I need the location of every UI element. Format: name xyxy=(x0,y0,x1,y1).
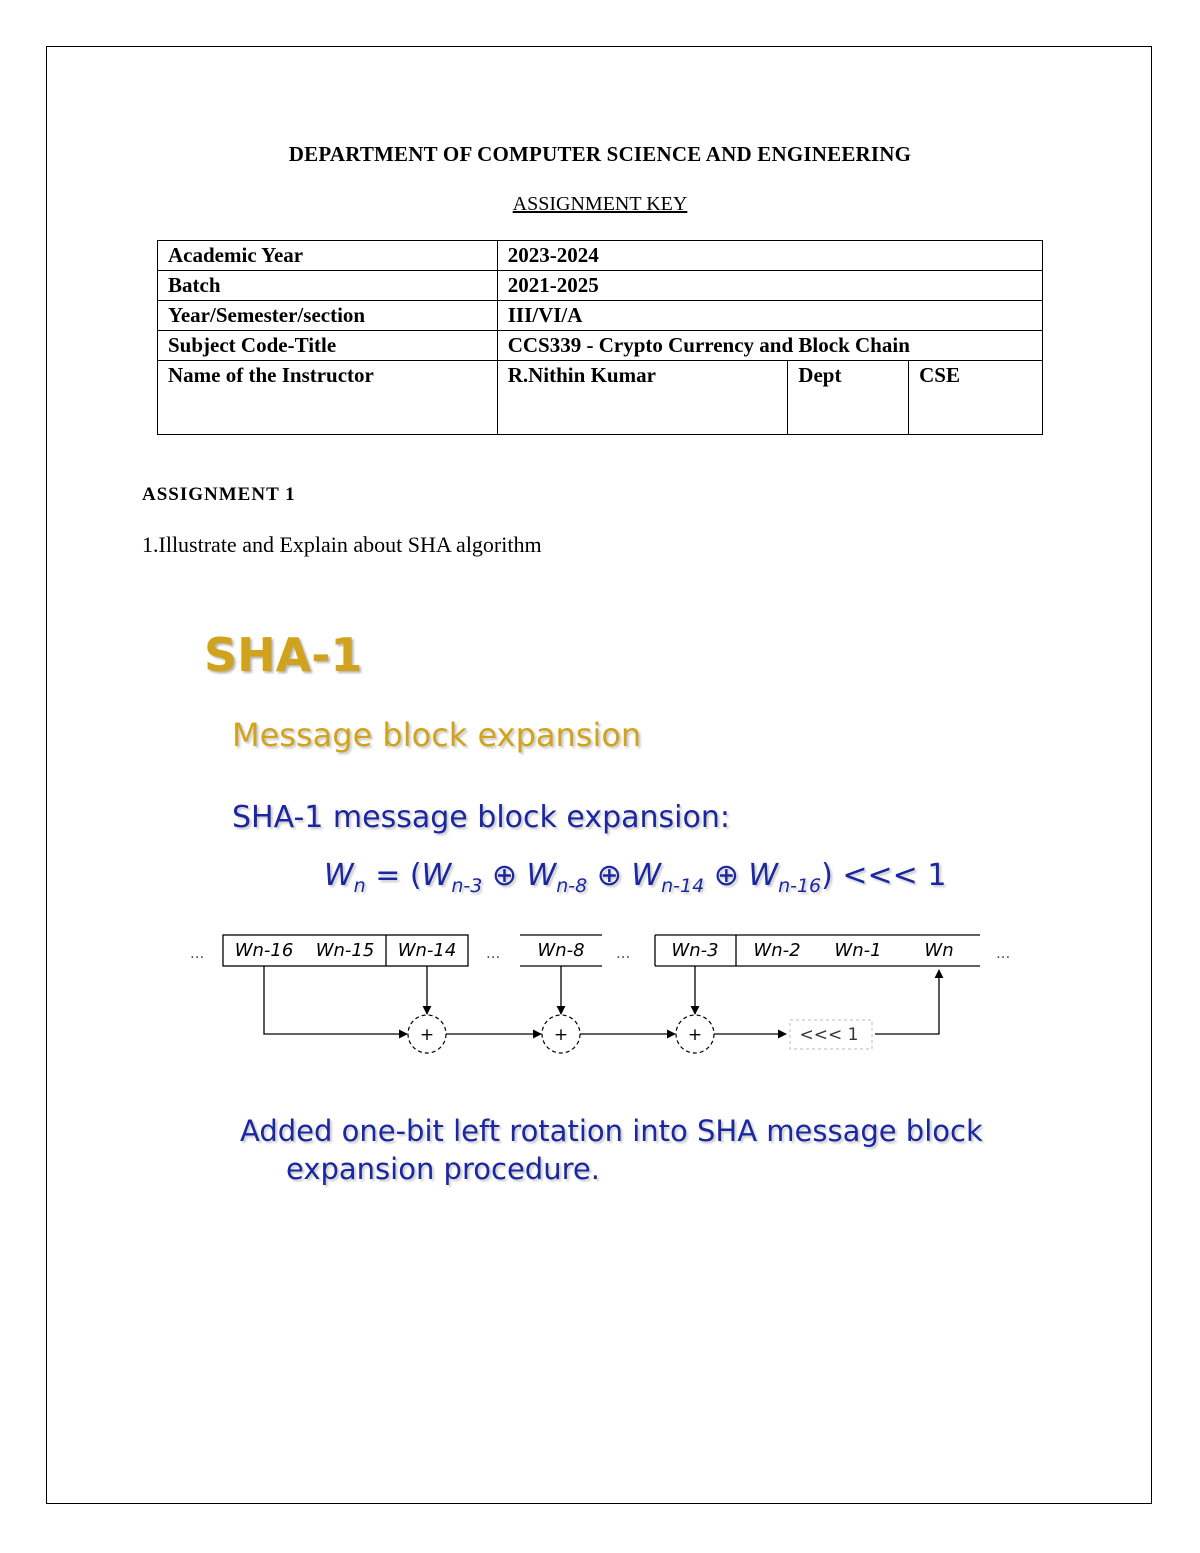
word-wn-3: Wn-3 xyxy=(671,940,719,961)
word-wn-8: Wn-8 xyxy=(537,940,585,961)
xor-symbol: + xyxy=(687,1025,703,1045)
assignment-title: ASSIGNMENT 1 xyxy=(142,484,296,505)
figure-title: SHA-1 xyxy=(204,628,363,682)
word-wn-1: Wn-1 xyxy=(834,940,882,961)
semester-label: Year/Semester/section xyxy=(158,301,498,331)
note-line-1: Added one-bit left rotation into SHA message block xyxy=(240,1114,983,1148)
dept-label: Dept xyxy=(788,361,909,435)
note-line-2: expansion procedure. xyxy=(286,1152,600,1186)
instructor-label: Name of the Instructor xyxy=(158,361,498,435)
ellipsis-mid1: ... xyxy=(486,944,501,962)
dept-value: CSE xyxy=(909,361,1043,435)
batch-value: 2021-2025 xyxy=(497,271,1042,301)
word-wn-16: Wn-16 xyxy=(234,940,294,961)
xor-symbol: + xyxy=(419,1025,435,1045)
figure-heading: SHA-1 message block expansion: xyxy=(232,800,730,835)
semester-value: III/VI/A xyxy=(497,301,1042,331)
academic-year-value: 2023-2024 xyxy=(497,241,1042,271)
question-text: 1.Illustrate and Explain about SHA algorithm xyxy=(142,532,542,557)
instructor-value: R.Nithin Kumar xyxy=(497,361,788,435)
word-wn: Wn xyxy=(924,940,954,961)
figure-subtitle: Message block expansion xyxy=(232,716,642,754)
wn-16-path xyxy=(264,966,407,1034)
academic-year-label: Academic Year xyxy=(158,241,498,271)
rotate-to-wn-path xyxy=(875,970,939,1034)
assignment-key-title: ASSIGNMENT KEY xyxy=(512,193,688,215)
word-wn-14: Wn-14 xyxy=(397,940,457,961)
word-wn-15: Wn-15 xyxy=(315,940,375,961)
word-wn-2: Wn-2 xyxy=(753,940,801,961)
ellipsis-left: ... xyxy=(190,944,205,962)
subject-label: Subject Code-Title xyxy=(158,331,498,361)
subject-value: CCS339 - Crypto Currency and Block Chain xyxy=(497,331,1042,361)
department-heading: DEPARTMENT OF COMPUTER SCIENCE AND ENGINEERING xyxy=(288,142,912,166)
batch-label: Batch xyxy=(158,271,498,301)
rotate-label: <<< 1 xyxy=(799,1025,859,1045)
expansion-formula: $W_n = (W_{n-3}$ ⊕ $W_{n-8}$ ⊕ $W_{n-14}$ ⊕ $W_{n-16}$) <<< 1 xyxy=(324,858,947,897)
xor-symbol: + xyxy=(553,1025,569,1045)
figure-note xyxy=(240,1112,983,1188)
ellipsis-right: ... xyxy=(996,944,1011,962)
ellipsis-mid2: ... xyxy=(616,944,631,962)
